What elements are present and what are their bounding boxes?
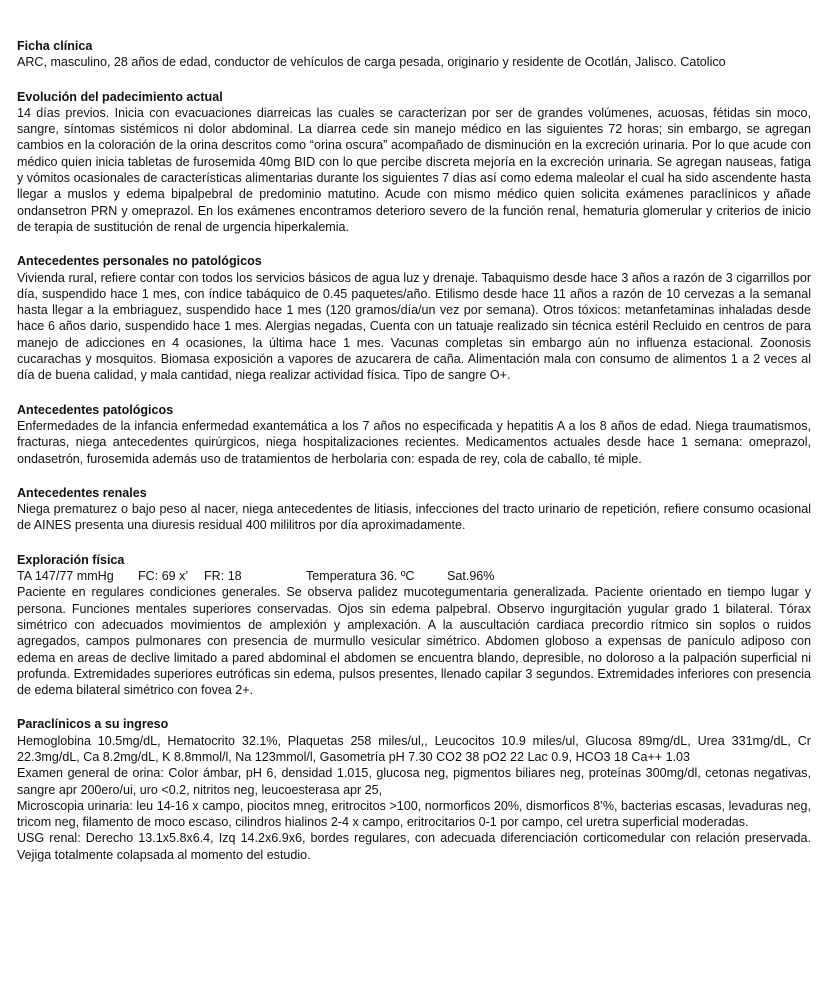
section-paraclinicos (17, 716, 811, 863)
section-title-antecedentes-patologicos: Antecedentes patológicos (17, 402, 174, 417)
section-antecedentes-no-patologicos (17, 253, 811, 383)
clinical-document (17, 38, 811, 881)
section-title-ficha-clinica: Ficha clínica (17, 39, 93, 53)
section-evolucion (17, 89, 811, 236)
antecedentes-patologicos-text: Enfermedades de la infancia enfermedad exantemática a los 7 años no especificada y hepatitis A a los 8 años de edad. Niega traumatismos, fracturas, niega antecedentes quirúrgicos, niega hospitalizaciones recientes. Medicamentos actuales desde hace 1 semana: omeprazol, ondasetrón, furosemida además uso de tratamientos de herbolaria con: espada de rey, cola de caballo, té miple. (17, 418, 811, 466)
evolucion-text: 14 días previos. Inicia con evacuaciones diarreicas las cuales se caracterizan por ser de grandes volúmenes, acuosas, fétidas sin moco, sangre, síntomas sistémicos ni dolor abdominal. La diarrea cede sin manejo médico en las siguientes 72 horas; sin embargo, se agregan cambios en la coloración de la orina descritos como “orina oscura” acompañado de disminución en la excreción urinaria. Por lo que acude con médico quien inicia tabletas de furosemida 40mg BID con lo que percibe discreta mejoría en la excreción urinaria. Se agregan nauseas, fatiga y vómitos ocasionales de características alimentarias durante los siguientes 7 días así como edema maleolar el cual ha sido ascendente hasta llegar a muslos y edema bipalpebral de predominio matutino. Acude con mismo médico quien solicita exámenes paraclínicos y añade ondansetron PRN y omeprazol. En los exámenes encontramos deterioro severo de la función renal, hematuria glomerular y criterios de inicio de terapia de sustitución de renal de urgencia hiperkalemia. (17, 105, 811, 234)
vital-signs-row (17, 568, 811, 584)
section-antecedentes-patologicos (17, 402, 811, 467)
paraclinicos-microscopia: Microscopia urinaria: leu 14-16 x campo, piocitos mneg, eritrocitos >100, normorficos 20%, dismorficos 8’%, bacterias escasas, levaduras neg, tricom neg, filamento de moco escaso, cilindros hialinos 2-4 x campo, eritrocitarios 0-1 por campo, cel uretra superficial moderadas. (17, 798, 811, 830)
vital-saturacion: Sat.96% (447, 569, 495, 584)
vital-temperatura: Temperatura 36. ºC (306, 569, 415, 584)
section-title-paraclinicos: Paraclínicos a su ingreso (17, 717, 169, 732)
ficha-clinica-text: ARC, masculino, 28 años de edad, conductor de vehículos de carga pesada, originario y residente de Ocotlán, Jalisco. Catolico (17, 55, 726, 70)
section-antecedentes-renales (17, 485, 811, 534)
section-exploracion-fisica (17, 552, 811, 699)
antecedentes-renales-text: Niega prematurez o bajo peso al nacer, niega antecedentes de litiasis, infecciones del tracto urinario de repetición, refiere consumo ocasional de AINES presenta una diuresis residual 400 mililitros por día aproximadamente. (17, 502, 811, 533)
section-title-evolucion: Evolución del padecimiento actual (17, 89, 223, 104)
paraclinicos-laboratorio: Hemoglobina 10.5mg/dL, Hematocrito 32.1%, Plaquetas 258 miles/ul,, Leucocitos 10.9 miles/ul, Glucosa 89mg/dL, Urea 331mg/dL, Cr 22.3mg/dL, Ca 8.2mg/dL, K 8.8mmol/l, Na 123mmol/l, Gasometría pH 7.30 CO2 38 pO2 22 Lac 0.9, HCO3 18 Ca++ 1.03 (17, 733, 811, 764)
vital-fc: FC: 69 x’ (138, 569, 189, 584)
paraclinicos-examen-orina: Examen general de orina: Color ámbar, pH 6, densidad 1.015, glucosa neg, pigmentos biliares neg, proteínas 300mg/dl, cetonas negativas, sangre apr 200ero/ui, uro <0.2, nitritos neg, leucoesterasa apr 25, (17, 766, 811, 797)
section-title-antecedentes-no-patologicos: Antecedentes personales no patológicos (17, 254, 262, 269)
antecedentes-no-patologicos-text: Vivienda rural, refiere contar con todos los servicios básicos de agua luz y drenaje. Tabaquismo desde hace 3 años a razón de 3 cigarrillos por día, suspendido hace 1 mes, con índice tabáquico de 0.45 paquetes/año. Etilismo desde hace 11 años a razón de 10 cervezas a la semanal hasta llegar a la embriaguez, suspendido hace 1 mes (120 gramos/día/un vez por semana). Otros tóxicos: metanfetaminas inhaladas desde hace 6 años dario, suspendido hace 1 mes. Alergias negadas, Cuenta con un tatuaje realizado sin técnica estéril Recluido en centros de para manejo de adicciones en 4 ocasiones, la última hace 1 mes. Vacunas completas sin embargo aún no influenza estacional. Zoonosis cucarachas y mosquitos. Biomasa exposición a vapores de azucarera de caña. Alimentación mala con consumo de alimentos 1 a 2 veces al día de buena calidad, y mala cantidad, niega realizar actividad física. Tipo de sangre O+. (17, 270, 811, 383)
exploracion-fisica-text: Paciente en regulares condiciones generales. Se observa palidez mucotegumentaria generalizada. Paciente orientado en tiempo lugar y persona. Funciones mentales superiores conservadas. Ojos sin edema palpebral. Observo ingurgitación yugular grado 1 bilateral. Tórax simétrico con adecuados movimientos de amplexión y amplexación. A la auscultación cardiaca precordio rítmico sin soplos o ruidos agregados, campos pulmonares con presencia de murmullo vesicular simétrico. Abdomen globoso a expensas de panículo adiposo con edema en areas de declive limitado a pared abdominal el abdomen se encuentra blando, depresible, no doloroso a la palpación superficial ni profunda. Extremidades superiores eutróficas sin edema, pulsos presentes, llenado capilar 3 segundos. Extremidades inferiores con presencia de edema bilateral simétrico con fovea 2+. (17, 585, 811, 698)
section-title-exploracion-fisica: Exploración física (17, 552, 125, 567)
section-ficha-clinica (17, 38, 811, 71)
vital-fr: FR: 18 (204, 569, 242, 584)
vital-ta: TA 147/77 mmHg (17, 569, 114, 584)
paraclinicos-usg-renal: USG renal: Derecho 13.1x5.8x6.4, Izq 14.2x6.9x6, bordes regulares, con adecuada diferenciación corticomedular con relación preservada. Vejiga totalmente colapsada al momento del estudio. (17, 831, 811, 862)
section-title-antecedentes-renales: Antecedentes renales (17, 485, 147, 500)
